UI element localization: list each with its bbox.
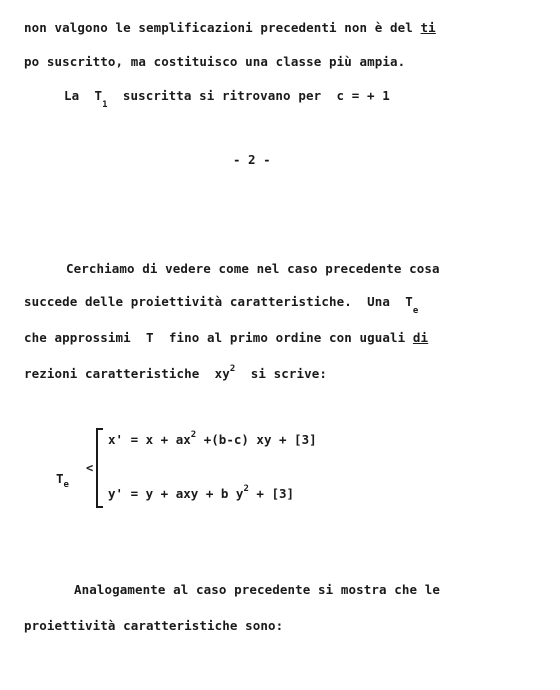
- text-line: po suscritto, ma costituisco una classe più ampia.: [24, 54, 406, 69]
- text-line: Analogamente al caso precedente si mostra che le: [74, 582, 441, 597]
- text-segment-underlined: ti: [420, 20, 436, 35]
- text-line: [24, 366, 327, 381]
- superscript: 2: [190, 430, 197, 440]
- page-separator: - 2 -: [233, 152, 271, 167]
- text-segment: si scrive:: [235, 366, 327, 382]
- equation-line: [108, 432, 317, 447]
- subscript: e: [63, 480, 69, 490]
- text-segment: La T: [64, 88, 103, 103]
- text-segment-underlined: di: [412, 330, 429, 345]
- system-label: [56, 471, 69, 490]
- text-segment: non valgono le semplificazioni precedenti non è del: [24, 20, 421, 35]
- text-line: Cerchiamo di vedere come nel caso precedente cosa: [66, 261, 440, 276]
- text-segment: rezioni caratteristiche xy: [24, 366, 230, 382]
- text-segment: succede delle proiettività caratteristiche. Una T: [24, 294, 413, 309]
- text-segment: +(b-c) xy + [3]: [196, 432, 317, 448]
- superscript: 2: [229, 364, 236, 374]
- text-line: [24, 330, 428, 345]
- text-line: [24, 294, 419, 316]
- superscript: 2: [243, 484, 249, 494]
- text-segment: + [3]: [248, 486, 295, 502]
- subscript: 1: [102, 99, 108, 110]
- subscript: e: [412, 305, 419, 316]
- text-segment: suscritta si ritrovano per c = + 1: [107, 88, 390, 103]
- text-segment: che approssimi T fino al primo ordine con uguali: [24, 330, 413, 345]
- text-line: proiettività caratteristiche sono:: [24, 618, 284, 633]
- system-bracket: [96, 428, 104, 508]
- text-segment: y' = y + axy + b y: [108, 486, 244, 502]
- text-segment: x' = x + ax: [108, 432, 191, 448]
- system-label-letter: T: [56, 471, 64, 486]
- equation-line: [108, 486, 294, 501]
- text-line: [24, 20, 436, 35]
- system-arrow: <: [86, 461, 94, 475]
- text-line: [64, 88, 390, 110]
